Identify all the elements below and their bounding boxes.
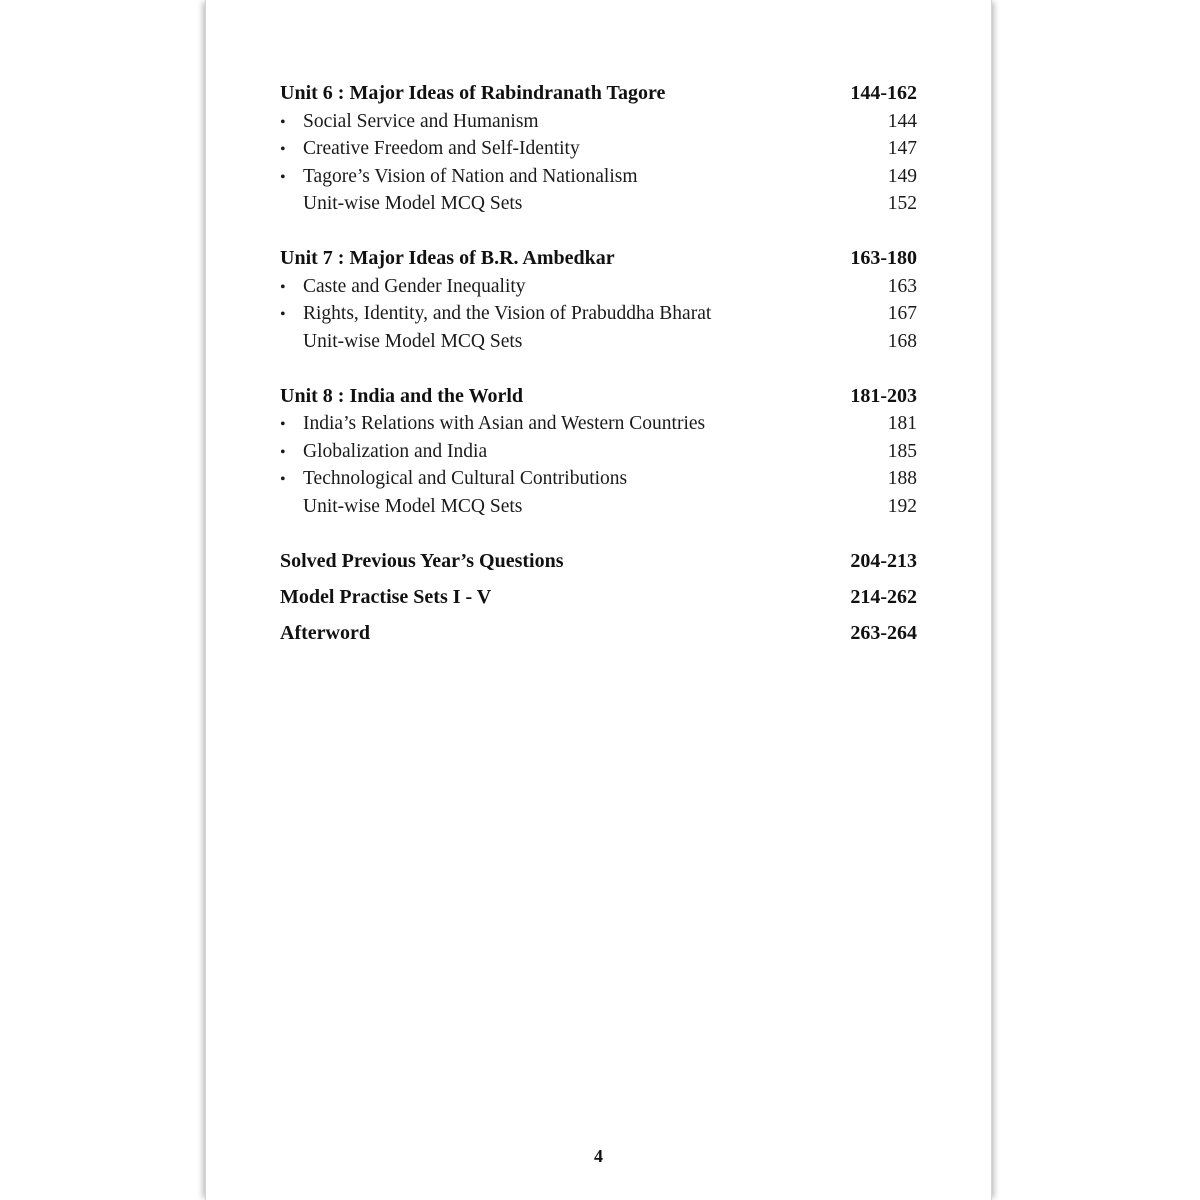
toc-unit-heading bbox=[280, 383, 917, 411]
entry-label: Rights, Identity, and the Vision of Prabuddha Bharat bbox=[303, 303, 712, 324]
toc-entry bbox=[280, 438, 917, 466]
bullet-icon: • bbox=[280, 113, 286, 131]
entry-label: Tagore’s Vision of Nation and Nationalism bbox=[303, 165, 638, 187]
toc-entry bbox=[280, 300, 917, 328]
toc-entry bbox=[280, 493, 917, 521]
entry-page: 144 bbox=[887, 110, 917, 132]
entry-label: Unit-wise Model MCQ Sets bbox=[303, 495, 523, 517]
entry-page: 147 bbox=[887, 138, 917, 159]
unit-page-range: 181-203 bbox=[850, 384, 917, 407]
entry-label: Social Service and Humanism bbox=[303, 110, 539, 132]
toc-entry bbox=[280, 328, 917, 356]
toc-unit-7 bbox=[280, 245, 917, 355]
entry-label: Unit-wise Model MCQ Sets bbox=[303, 193, 523, 214]
bullet-icon: • bbox=[280, 471, 286, 488]
toc-section-model-practise-sets bbox=[280, 584, 917, 612]
toc-section-solved-questions bbox=[280, 548, 917, 576]
toc-entry bbox=[280, 190, 917, 218]
section-title: Solved Previous Year’s Questions bbox=[280, 549, 564, 572]
entry-label: Globalization and India bbox=[303, 440, 488, 462]
toc-entry bbox=[280, 108, 917, 136]
entry-page: 188 bbox=[887, 468, 917, 489]
entry-page: 185 bbox=[887, 440, 917, 462]
section-title: Afterword bbox=[280, 621, 370, 644]
page-number: 4 bbox=[594, 1146, 603, 1166]
entry-label: Caste and Gender Inequality bbox=[303, 275, 526, 297]
toc-unit-heading bbox=[280, 245, 917, 273]
section-page-range: 204-213 bbox=[850, 549, 917, 572]
section-page-range: 263-264 bbox=[850, 621, 917, 644]
bullet-icon: • bbox=[280, 416, 286, 433]
toc-section-afterword bbox=[280, 620, 917, 648]
toc-entry bbox=[280, 135, 917, 163]
toc-entry bbox=[280, 163, 917, 191]
toc-entry bbox=[280, 273, 917, 301]
entry-label: India’s Relations with Asian and Western Countries bbox=[303, 413, 706, 434]
entry-page: 167 bbox=[887, 303, 917, 324]
unit-page-range: 144-162 bbox=[850, 82, 917, 104]
entry-label: Creative Freedom and Self-Identity bbox=[303, 138, 580, 159]
bullet-icon: • bbox=[280, 278, 286, 296]
toc-unit-6 bbox=[280, 80, 917, 218]
unit-title: Unit 8 : India and the World bbox=[280, 384, 524, 407]
bullet-icon: • bbox=[280, 141, 286, 158]
bullet-icon: • bbox=[280, 168, 286, 186]
toc-unit-heading bbox=[280, 80, 917, 108]
entry-label: Technological and Cultural Contributions bbox=[303, 468, 628, 489]
document-page bbox=[205, 0, 992, 1200]
table-of-contents bbox=[280, 80, 917, 647]
entry-page: 149 bbox=[887, 165, 917, 187]
bullet-icon: • bbox=[280, 306, 286, 323]
unit-title: Unit 7 : Major Ideas of B.R. Ambedkar bbox=[280, 247, 615, 269]
entry-page: 168 bbox=[887, 330, 917, 352]
bullet-icon: • bbox=[280, 443, 286, 461]
toc-entry bbox=[280, 465, 917, 493]
toc-entry bbox=[280, 410, 917, 438]
section-title: Model Practise Sets I - V bbox=[280, 585, 492, 608]
section-page-range: 214-262 bbox=[850, 585, 917, 608]
unit-title: Unit 6 : Major Ideas of Rabindranath Tagore bbox=[280, 82, 666, 104]
entry-page: 163 bbox=[887, 275, 917, 297]
entry-page: 181 bbox=[887, 413, 917, 434]
entry-page: 192 bbox=[887, 495, 917, 517]
toc-unit-8 bbox=[280, 383, 917, 521]
unit-page-range: 163-180 bbox=[850, 247, 917, 269]
entry-label: Unit-wise Model MCQ Sets bbox=[303, 330, 523, 352]
entry-page: 152 bbox=[887, 193, 917, 214]
